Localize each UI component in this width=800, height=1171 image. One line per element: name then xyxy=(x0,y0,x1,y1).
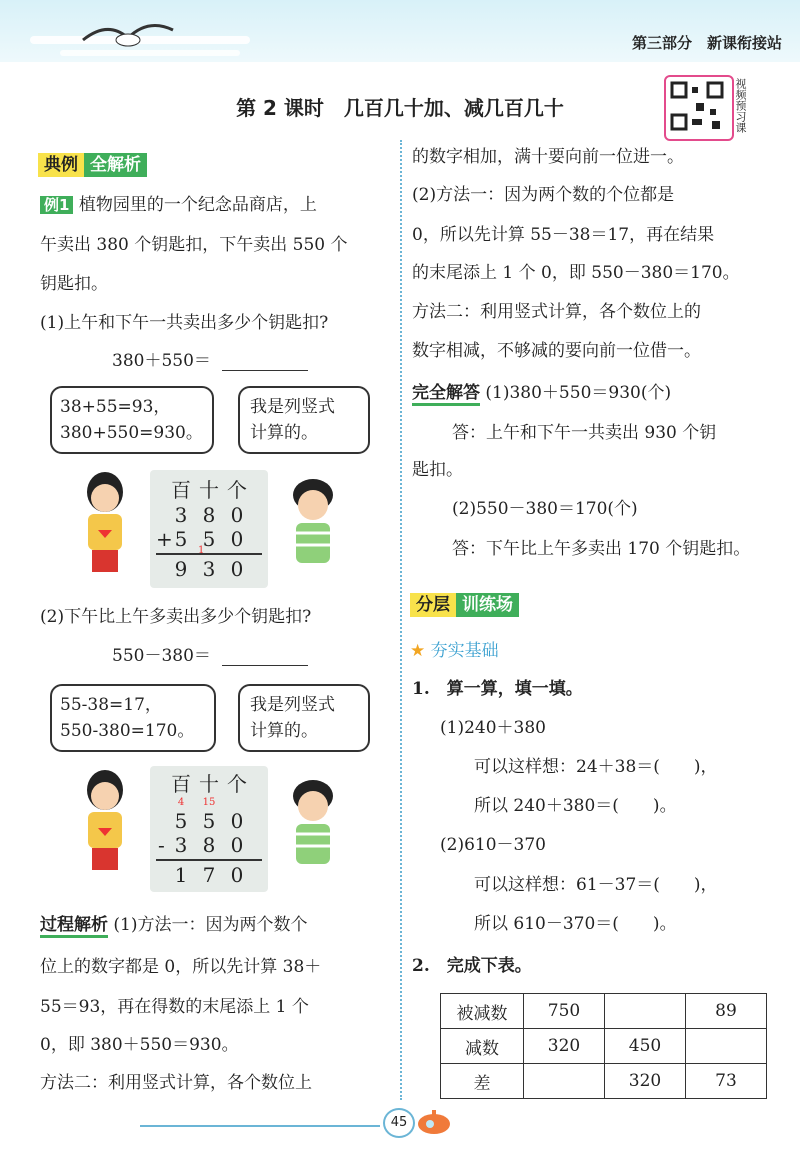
plus-sign: + xyxy=(156,527,173,551)
table-row xyxy=(441,1029,767,1064)
speech-bubble xyxy=(238,386,370,454)
subtraction-table xyxy=(440,993,767,1099)
digit: 7 xyxy=(202,863,216,887)
training-tag-field: 训练场 xyxy=(456,593,519,617)
exercise-2-title: 2. 完成下表。 xyxy=(412,956,532,976)
example-tag: 例1 xyxy=(40,196,73,214)
vertical-calculation xyxy=(150,470,268,588)
digit: 0 xyxy=(230,527,244,551)
place-header: 十 xyxy=(199,772,219,796)
table-cell: 被减数 xyxy=(441,994,524,1029)
bubble-text: 550-380=170。 xyxy=(60,721,195,741)
equation-2: 550－380＝ xyxy=(112,646,211,666)
answer-text: (2)550－380＝170(个) xyxy=(452,499,638,519)
vertical-calculation xyxy=(150,766,268,892)
page-number: 45 xyxy=(383,1108,415,1138)
equation-1: 380＋550＝ xyxy=(112,351,211,371)
section-tag-analysis: 全解析 xyxy=(84,153,147,177)
digit: 5 xyxy=(174,809,188,833)
digit: 0 xyxy=(230,809,244,833)
table-cell[interactable] xyxy=(605,994,686,1029)
answer-text: 答：下午比上午多卖出 170 个钥匙扣。 xyxy=(452,539,751,559)
bubble-text: 55-38=17， xyxy=(60,695,162,715)
answer-text: 答：上午和下午一共卖出 930 个钥 xyxy=(452,423,717,443)
section-tag-typical: 典例 xyxy=(38,153,84,177)
speech-bubble xyxy=(50,386,214,454)
bubble-text: 计算的。 xyxy=(250,721,318,741)
bubble-text: 38+55=93， xyxy=(60,397,171,417)
table-cell: 73 xyxy=(686,1064,767,1099)
digit: 3 xyxy=(174,833,188,857)
girl-illustration xyxy=(70,470,140,580)
table-cell: 减数 xyxy=(441,1029,524,1064)
digit: 9 xyxy=(174,557,188,581)
table-cell: 320 xyxy=(605,1064,686,1099)
exercise-item[interactable]: 所以 610－370＝( )。 xyxy=(474,914,677,934)
table-cell: 750 xyxy=(524,994,605,1029)
process-text: 位上的数字都是 0，所以先计算 38＋ xyxy=(40,957,322,977)
place-header: 个 xyxy=(227,772,247,796)
sum-line xyxy=(156,553,262,555)
exercise-item: (2)610－370 xyxy=(440,835,546,855)
place-header: 百 xyxy=(171,772,191,796)
boy-illustration xyxy=(278,776,348,886)
table-cell: 差 xyxy=(441,1064,524,1099)
speech-bubble xyxy=(238,684,370,752)
digit: 5 xyxy=(202,527,216,551)
qr-label: 视频预习课 xyxy=(734,78,747,133)
process-text: 方法二：利用竖式计算，各个数位上 xyxy=(40,1073,312,1093)
exercise-1-title: 1. 算一算，填一填。 xyxy=(412,679,583,699)
difference-line xyxy=(156,859,262,861)
process-tag: 过程解析 xyxy=(40,915,108,938)
bubble-text: 我是列竖式 xyxy=(250,695,335,715)
digit: 1 xyxy=(174,863,188,887)
column-divider xyxy=(400,140,402,1100)
process-text: (2)方法一：因为两个数的个位都是 xyxy=(412,185,675,205)
table-cell[interactable] xyxy=(524,1064,605,1099)
process-text: 的数字相加，满十要向前一位进一。 xyxy=(412,147,684,167)
training-tag-layer: 分层 xyxy=(410,593,456,617)
digit: 3 xyxy=(202,557,216,581)
table-cell: 89 xyxy=(686,994,767,1029)
digit: 0 xyxy=(230,557,244,581)
digit: 8 xyxy=(202,833,216,857)
process-line xyxy=(40,916,308,935)
section-label: 第三部分 新课衔接站 xyxy=(631,34,782,52)
star-icon: ★ xyxy=(410,641,426,661)
table-row xyxy=(441,1064,767,1099)
footer-line xyxy=(140,1125,380,1127)
digit: 3 xyxy=(174,503,188,527)
process-text: 0，所以先计算 55－38＝17，再在结果 xyxy=(412,225,715,245)
exercise-item[interactable]: 所以 240＋380＝( )。 xyxy=(474,796,677,816)
seagull-illustration xyxy=(78,10,178,60)
answer-blank[interactable] xyxy=(222,370,308,371)
table-cell: 320 xyxy=(524,1029,605,1064)
place-header: 十 xyxy=(199,478,219,502)
bubble-text: 380+550=930。 xyxy=(60,423,203,443)
training-tag xyxy=(410,590,519,615)
borrow-mark: 15 xyxy=(202,797,216,808)
exercise-item[interactable]: 可以这样想：24＋38＝( )， xyxy=(474,757,718,777)
table-row xyxy=(441,994,767,1029)
digit: 8 xyxy=(202,503,216,527)
process-text: 0，即 380＋550＝930。 xyxy=(40,1035,239,1055)
table-cell[interactable] xyxy=(686,1029,767,1064)
place-header: 个 xyxy=(227,478,247,502)
answer-line xyxy=(412,384,671,403)
problem-line xyxy=(40,196,317,215)
digit: 5 xyxy=(174,527,188,551)
digit: 5 xyxy=(202,809,216,833)
problem-text: 植物园里的一个纪念品商店，上 xyxy=(78,195,317,215)
level-heading xyxy=(410,636,499,661)
submarine-icon xyxy=(414,1104,454,1138)
girl-illustration xyxy=(70,768,140,878)
place-header: 百 xyxy=(171,478,191,502)
section-tag xyxy=(38,150,147,175)
digit: 0 xyxy=(230,833,244,857)
level-label: 夯实基础 xyxy=(430,641,499,661)
answer-blank[interactable] xyxy=(222,665,308,666)
exercise-item[interactable]: 可以这样想：61－37＝( )， xyxy=(474,875,718,895)
minus-sign: - xyxy=(158,833,165,857)
bubble-text: 我是列竖式 xyxy=(250,397,335,417)
exercise-item: (1)240＋380 xyxy=(440,718,546,738)
answer-text: 匙扣。 xyxy=(412,460,463,480)
bubble-text: 计算的。 xyxy=(250,423,318,443)
question-1: (1)上午和下午一共卖出多少个钥匙扣? xyxy=(40,313,329,333)
table-cell: 450 xyxy=(605,1029,686,1064)
process-text: 的末尾添上 1 个 0，即 550－380＝170。 xyxy=(412,263,740,283)
problem-text: 午卖出 380 个钥匙扣，下午卖出 550 个 xyxy=(40,235,348,255)
problem-text: 钥匙扣。 xyxy=(40,274,108,294)
process-text: (1)方法一：因为两个数个 xyxy=(113,915,308,935)
process-text: 数字相减，不够减的要向前一位借一。 xyxy=(412,341,701,361)
boy-illustration xyxy=(278,475,348,585)
process-text: 方法二：利用竖式计算，各个数位上的 xyxy=(412,302,701,322)
carry-mark: 1 xyxy=(198,545,205,556)
borrow-mark: 4 xyxy=(177,797,185,808)
process-text: 55＝93，再在得数的末尾添上 1 个 xyxy=(40,997,309,1017)
answer-tag: 完全解答 xyxy=(412,383,480,406)
question-2: (2)下午比上午多卖出多少个钥匙扣? xyxy=(40,607,312,627)
answer-text: (1)380＋550＝930(个) xyxy=(485,383,672,403)
lesson-title: 第 2 课时 几百几十加、减几百几十 xyxy=(236,96,564,120)
speech-bubble xyxy=(50,684,216,752)
digit: 0 xyxy=(230,503,244,527)
digit: 0 xyxy=(230,863,244,887)
